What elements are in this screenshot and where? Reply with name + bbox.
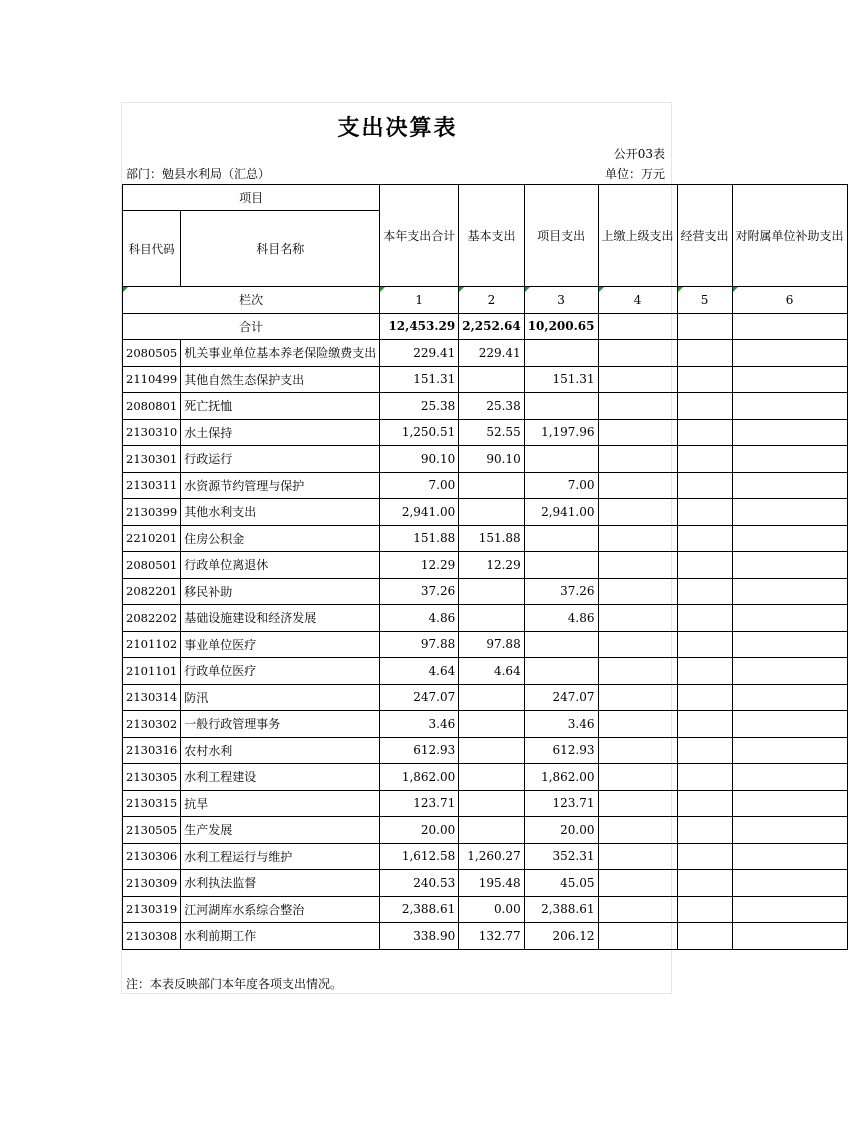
basic-header: 基本支出 (459, 185, 524, 287)
total-cell: 247.07 (380, 684, 459, 711)
project-header: 项目支出 (524, 185, 598, 287)
subject-code-cell: 2130505 (123, 817, 181, 844)
project-cell: 37.26 (524, 578, 598, 605)
basic-cell (459, 737, 524, 764)
item-header: 项目 (123, 185, 380, 211)
subject-code-cell: 2130316 (123, 737, 181, 764)
subsidy-cell (732, 896, 847, 923)
subsidy-cell (732, 631, 847, 658)
project-cell: 123.71 (524, 790, 598, 817)
total-row-upper (598, 313, 677, 340)
department-label: 部门：勉县水利局（汇总） (126, 167, 271, 181)
subject-code-cell: 2101101 (123, 658, 181, 685)
table-row (123, 923, 848, 950)
upper-cell (598, 419, 677, 446)
table-row (123, 711, 848, 738)
subject-name-cell: 基础设施建设和经济发展 (181, 605, 380, 632)
subject-name-cell: 行政单位医疗 (181, 658, 380, 685)
upper-cell (598, 605, 677, 632)
subject-name-cell: 其他自然生态保护支出 (181, 366, 380, 393)
upper-cell (598, 817, 677, 844)
column-index-3: 3 (524, 287, 598, 314)
subject-code-cell: 2080501 (123, 552, 181, 579)
subject-code-cell: 2130399 (123, 499, 181, 526)
total-cell: 37.26 (380, 578, 459, 605)
basic-cell: 90.10 (459, 446, 524, 473)
total-cell: 1,250.51 (380, 419, 459, 446)
upper-cell (598, 499, 677, 526)
total-cell: 4.64 (380, 658, 459, 685)
project-cell: 3.46 (524, 711, 598, 738)
upper-cell (598, 631, 677, 658)
upper-cell (598, 764, 677, 791)
subsidy-cell (732, 472, 847, 499)
project-cell: 7.00 (524, 472, 598, 499)
subject-code-cell: 2130302 (123, 711, 181, 738)
project-cell: 20.00 (524, 817, 598, 844)
table-row (123, 896, 848, 923)
table-row (123, 790, 848, 817)
subject-code-cell: 2130305 (123, 764, 181, 791)
upper-cell (598, 843, 677, 870)
total-cell: 97.88 (380, 631, 459, 658)
total-cell: 1,612.58 (380, 843, 459, 870)
table-row (123, 499, 848, 526)
upper-cell (598, 711, 677, 738)
subsidy-header: 对附属单位补助支出 (732, 185, 847, 287)
subject-name-cell: 水土保持 (181, 419, 380, 446)
project-cell (524, 552, 598, 579)
upper-cell (598, 472, 677, 499)
column-index-5: 5 (677, 287, 732, 314)
code-header: 科目代码 (123, 211, 181, 287)
column-index-1: 1 (380, 287, 459, 314)
business-header: 经营支出 (677, 185, 732, 287)
total-cell: 1,862.00 (380, 764, 459, 791)
business-cell (677, 419, 732, 446)
basic-cell (459, 711, 524, 738)
basic-cell (459, 578, 524, 605)
basic-cell: 52.55 (459, 419, 524, 446)
subject-name-cell: 生产发展 (181, 817, 380, 844)
subject-name-cell: 机关事业单位基本养老保险缴费支出 (181, 340, 380, 367)
total-cell: 123.71 (380, 790, 459, 817)
total-row-subsidy (732, 313, 847, 340)
subsidy-cell (732, 737, 847, 764)
project-cell (524, 631, 598, 658)
upper-cell (598, 446, 677, 473)
project-cell (524, 525, 598, 552)
total-cell: 240.53 (380, 870, 459, 897)
total-cell: 25.38 (380, 393, 459, 420)
basic-cell: 97.88 (459, 631, 524, 658)
table-row (123, 764, 848, 791)
total-cell: 12.29 (380, 552, 459, 579)
upper-cell (598, 366, 677, 393)
total-row-project: 10,200.65 (524, 313, 598, 340)
project-cell: 1,197.96 (524, 419, 598, 446)
upper-cell (598, 393, 677, 420)
table-row (123, 472, 848, 499)
table-row (123, 578, 848, 605)
business-cell (677, 817, 732, 844)
subject-name-cell: 住房公积金 (181, 525, 380, 552)
subsidy-cell (732, 499, 847, 526)
basic-cell (459, 790, 524, 817)
subject-code-cell: 2210201 (123, 525, 181, 552)
basic-cell (459, 764, 524, 791)
table-row (123, 393, 848, 420)
project-cell: 151.31 (524, 366, 598, 393)
basic-cell (459, 817, 524, 844)
subsidy-cell (732, 843, 847, 870)
table-row (123, 843, 848, 870)
subsidy-cell (732, 923, 847, 950)
total-cell: 612.93 (380, 737, 459, 764)
subject-name-cell: 其他水利支出 (181, 499, 380, 526)
subsidy-cell (732, 711, 847, 738)
subject-name-cell: 农村水利 (181, 737, 380, 764)
subject-code-cell: 2130315 (123, 790, 181, 817)
column-index-4: 4 (598, 287, 677, 314)
subsidy-cell (732, 658, 847, 685)
subject-name-cell: 水资源节约管理与保护 (181, 472, 380, 499)
subsidy-cell (732, 340, 847, 367)
subject-code-cell: 2130314 (123, 684, 181, 711)
business-cell (677, 923, 732, 950)
total-cell: 229.41 (380, 340, 459, 367)
total-row-business (677, 313, 732, 340)
subject-code-cell: 2080801 (123, 393, 181, 420)
subsidy-cell (732, 605, 847, 632)
total-cell: 7.00 (380, 472, 459, 499)
subsidy-cell (732, 790, 847, 817)
project-cell: 352.31 (524, 843, 598, 870)
subject-name-cell: 防汛 (181, 684, 380, 711)
business-cell (677, 764, 732, 791)
subject-code-cell: 2101102 (123, 631, 181, 658)
subsidy-cell (732, 684, 847, 711)
project-cell: 2,941.00 (524, 499, 598, 526)
table-row (123, 817, 848, 844)
project-cell (524, 393, 598, 420)
basic-cell: 0.00 (459, 896, 524, 923)
project-cell: 612.93 (524, 737, 598, 764)
unit-label: 单位：万元 (604, 167, 665, 181)
project-cell: 45.05 (524, 870, 598, 897)
subsidy-cell (732, 446, 847, 473)
total-cell: 4.86 (380, 605, 459, 632)
subject-name-cell: 事业单位医疗 (181, 631, 380, 658)
table-row (123, 658, 848, 685)
business-cell (677, 340, 732, 367)
subsidy-cell (732, 578, 847, 605)
total-row-total: 12,453.29 (380, 313, 459, 340)
business-cell (677, 605, 732, 632)
subject-name-cell: 行政运行 (181, 446, 380, 473)
total-cell: 338.90 (380, 923, 459, 950)
business-cell (677, 446, 732, 473)
subject-code-cell: 2130308 (123, 923, 181, 950)
basic-cell (459, 605, 524, 632)
subject-name-cell: 水利工程建设 (181, 764, 380, 791)
upper-cell (598, 870, 677, 897)
total-cell: 151.88 (380, 525, 459, 552)
total-row-basic: 2,252.64 (459, 313, 524, 340)
subject-code-cell: 2130301 (123, 446, 181, 473)
table-row (123, 446, 848, 473)
subsidy-cell (732, 419, 847, 446)
business-cell (677, 472, 732, 499)
upper-cell (598, 684, 677, 711)
business-cell (677, 631, 732, 658)
business-cell (677, 711, 732, 738)
subject-code-cell: 2082201 (123, 578, 181, 605)
table-row (123, 366, 848, 393)
column-index-label: 栏次 (123, 287, 380, 314)
basic-cell: 12.29 (459, 552, 524, 579)
basic-cell (459, 684, 524, 711)
business-cell (677, 870, 732, 897)
business-cell (677, 658, 732, 685)
upper-header: 上缴上级支出 (598, 185, 677, 287)
upper-cell (598, 552, 677, 579)
project-cell: 247.07 (524, 684, 598, 711)
total-cell: 90.10 (380, 446, 459, 473)
subject-name-cell: 抗旱 (181, 790, 380, 817)
total-row-label: 合计 (123, 313, 380, 340)
business-cell (677, 843, 732, 870)
total-cell: 2,941.00 (380, 499, 459, 526)
expenditure-sheet (121, 102, 844, 994)
subject-name-cell: 水利前期工作 (181, 923, 380, 950)
table-row (123, 631, 848, 658)
subject-name-cell: 水利执法监督 (181, 870, 380, 897)
column-index-6: 6 (732, 287, 847, 314)
upper-cell (598, 340, 677, 367)
basic-cell (459, 499, 524, 526)
business-cell (677, 737, 732, 764)
project-cell (524, 658, 598, 685)
total-cell: 151.31 (380, 366, 459, 393)
form-number: 公开03表 (613, 147, 665, 161)
table-row (123, 340, 848, 367)
subsidy-cell (732, 817, 847, 844)
data-rows (123, 340, 848, 950)
expenditure-table (122, 184, 848, 950)
upper-cell (598, 790, 677, 817)
business-cell (677, 578, 732, 605)
subject-code-cell: 2130311 (123, 472, 181, 499)
footnote: 注：本表反映部门本年度各项支出情况。 (126, 977, 343, 991)
subject-code-cell: 2130310 (123, 419, 181, 446)
subsidy-cell (732, 870, 847, 897)
table-row (123, 525, 848, 552)
business-cell (677, 366, 732, 393)
upper-cell (598, 896, 677, 923)
table-row (123, 737, 848, 764)
basic-cell: 1,260.27 (459, 843, 524, 870)
basic-cell: 151.88 (459, 525, 524, 552)
business-cell (677, 552, 732, 579)
total-cell: 3.46 (380, 711, 459, 738)
basic-cell: 195.48 (459, 870, 524, 897)
subject-name-cell: 一般行政管理事务 (181, 711, 380, 738)
upper-cell (598, 578, 677, 605)
project-cell: 2,388.61 (524, 896, 598, 923)
table-row (123, 870, 848, 897)
column-index-2: 2 (459, 287, 524, 314)
project-cell: 4.86 (524, 605, 598, 632)
business-cell (677, 896, 732, 923)
business-cell (677, 525, 732, 552)
subject-name-cell: 死亡抚恤 (181, 393, 380, 420)
table-row (123, 684, 848, 711)
subsidy-cell (732, 764, 847, 791)
basic-cell: 4.64 (459, 658, 524, 685)
basic-cell: 132.77 (459, 923, 524, 950)
business-cell (677, 393, 732, 420)
subject-code-cell: 2082202 (123, 605, 181, 632)
upper-cell (598, 525, 677, 552)
total-cell: 2,388.61 (380, 896, 459, 923)
basic-cell: 229.41 (459, 340, 524, 367)
basic-cell (459, 366, 524, 393)
basic-cell: 25.38 (459, 393, 524, 420)
subject-name-cell: 移民补助 (181, 578, 380, 605)
subsidy-cell (732, 525, 847, 552)
business-cell (677, 790, 732, 817)
subject-code-cell: 2130306 (123, 843, 181, 870)
upper-cell (598, 923, 677, 950)
total-cell: 20.00 (380, 817, 459, 844)
table-row (123, 552, 848, 579)
subject-code-cell: 2130309 (123, 870, 181, 897)
total-header: 本年支出合计 (380, 185, 459, 287)
project-cell: 1,862.00 (524, 764, 598, 791)
name-header: 科目名称 (181, 211, 380, 287)
upper-cell (598, 737, 677, 764)
business-cell (677, 499, 732, 526)
subject-code-cell: 2130319 (123, 896, 181, 923)
subject-name-cell: 水利工程运行与维护 (181, 843, 380, 870)
project-cell (524, 446, 598, 473)
business-cell (677, 684, 732, 711)
upper-cell (598, 658, 677, 685)
subject-name-cell: 江河湖库水系综合整治 (181, 896, 380, 923)
page-title: 支出决算表 (337, 115, 458, 141)
subject-name-cell: 行政单位离退休 (181, 552, 380, 579)
subsidy-cell (732, 366, 847, 393)
subsidy-cell (732, 393, 847, 420)
basic-cell (459, 472, 524, 499)
project-cell (524, 340, 598, 367)
table-row (123, 419, 848, 446)
subsidy-cell (732, 552, 847, 579)
subject-code-cell: 2080505 (123, 340, 181, 367)
subject-code-cell: 2110499 (123, 366, 181, 393)
project-cell: 206.12 (524, 923, 598, 950)
table-row (123, 605, 848, 632)
